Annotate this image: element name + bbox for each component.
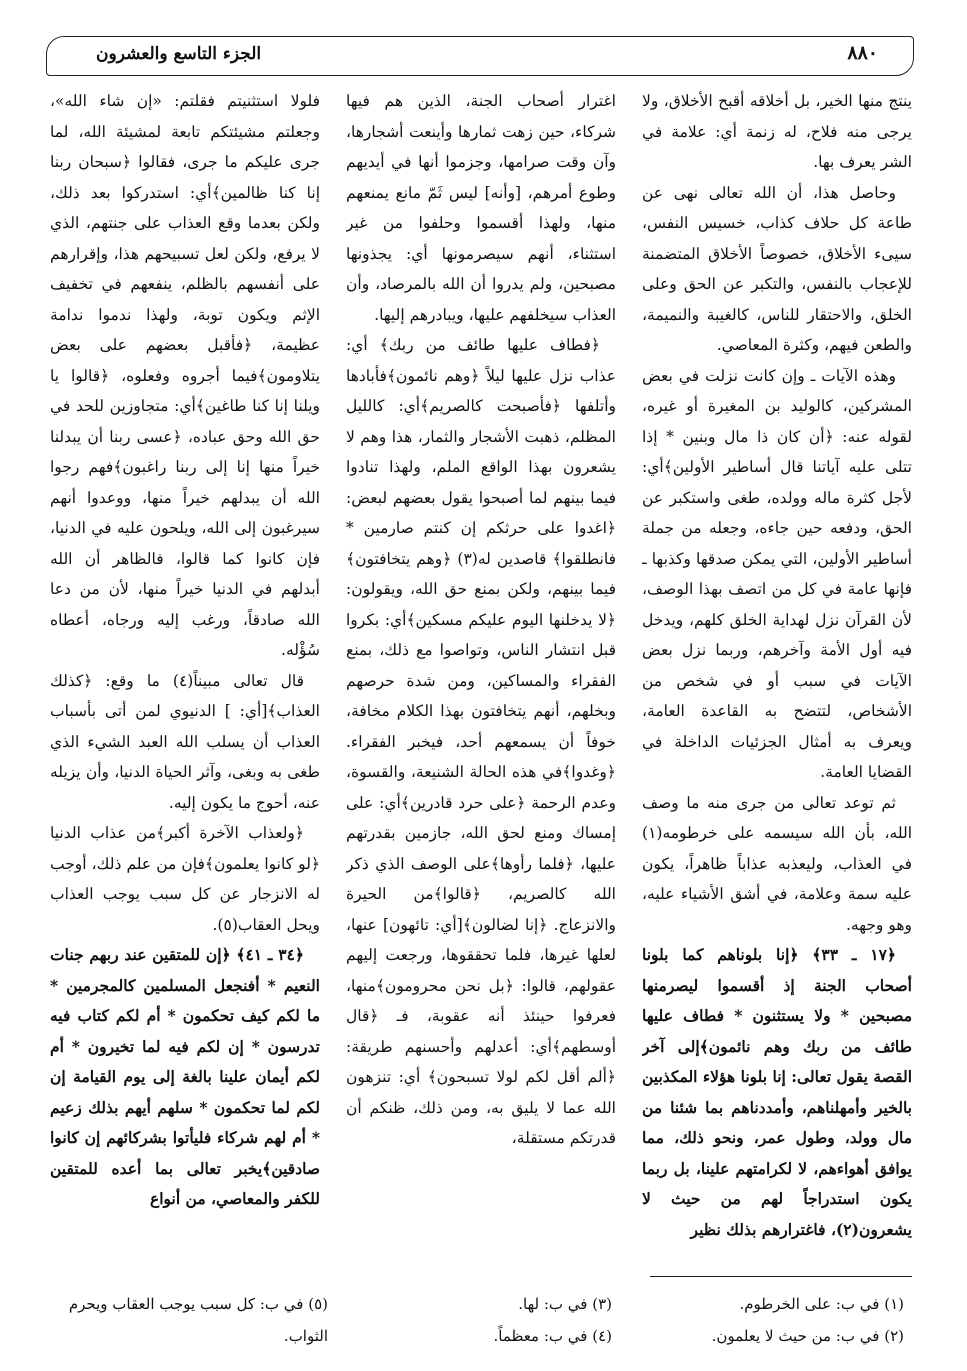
footnotes (50, 1288, 912, 1360)
paragraph: ثم توعد تعالى من جرى منه ما وصف الله، بأن الله سيسمه على خرطومه(١) في العذاب، وليعذبه عذاباً ظاهراً، يكون عليه سمة وعلامة، في أشق الأشياء عليه، وهو وجهه. (642, 793, 912, 934)
page-header (46, 36, 914, 76)
paragraph: وهذه الآيات ـ وإن كانت نزلت في بعض المشركين، كالوليد بن المغيرة أو غيره، لقوله عنه: ﴿أن كان ذا مال وبنين * إذا تتلى عليه آياتنا قال أساطير الأولين﴾أي: لأجل كثرة ماله وولده، طغى واستكبر عن الحق، ودفعه حين جاءه، وجعله من جملة أساطير الأولين، التي يمكن صدقها وكذبها ـ فإنها عامة في كل من اتصف بهذا الوصف، لأن القرآن نزل لهداية الخلق كلهم، ويدخل فيه أول الأمة وآخرهم، وربما نزل بعض الآيات في سبب أو في شخص من الأشخاص، لتتضح به القاعدة العامة، ويعرف به أمثال الجزئيات الداخلة في القضايا العامة. (642, 366, 912, 781)
paragraph: ﴿١٧ ـ ٣٣﴾ ﴿إنا بلوناهم كما بلونا أصحاب الجنة إذ أقسموا ليصرمنها مصبحين * ولا يستثنون * فطاف عليها طائف من ربك وهم نائمون﴾إلى آخر القصة يقول تعالى: إنا بلونا هؤلاء المكذبين بالخير وأمهلناهم، وأمددناهم بما شئنا من مال وولد، وطول عمر، ونحو ذلك، مما يوافق أهواءهم، لا لكرامتهم علينا، بل ربما يكون استدراجاً لهم من حيث لا يشعرون(٢)، فاغترارهم بذلك نظير (642, 945, 912, 1239)
text-columns (50, 86, 912, 1256)
page-number: ٨٨٠ (847, 42, 878, 64)
paragraph: اغترار أصحاب الجنة، الذين هم فيها شركاء، حين زهت ثمارها وأينعت أشجارها، وآن وقت صرامها، وجزموا أنها في أيديهم وطوع أمرهم، [وأنه] ليس ثَمّ مانع يمنعهم منها، ولهذا أقسموا وحلفوا من غير استثناء، أنهم سيصرمونها أي: يجذونها مصبحين، ولم يدروا أن الله بالمرصاد، وأن العذاب سيخلفهم عليها، ويبادرهم إليها. (346, 92, 616, 324)
paragraph: ﴿٣٤ ـ ٤١﴾ ﴿إن للمتقين عند ربهم جنات النعيم * أفنجعل المسلمين كالمجرمين * ما لكم كيف تحكمون * أم لكم كتاب فيه تدرسون * إن لكم فيه لما تخيرون * أم لكم أيمان علينا بالغة إلى يوم القيامة إن لكم لما تحكمون * سلهم أيهم بذلك زعيم * أم لهم شركاء فليأتوا بشركائهم إن كانوا صادقين﴾يخبر تعالى بما أعده للمتقين للكفر والمعاصي، من أنواع (50, 945, 320, 1208)
running-title: الجزء التاسع والعشرون (96, 44, 262, 64)
footnote-4: (٤) في ب: معظماً. (493, 1327, 612, 1345)
footnote-3: (٣) في ب: لها. (518, 1295, 612, 1313)
column-left (50, 86, 320, 1256)
paragraph: ﴿فطاف عليها طائف من ربك﴾ أي: عذاب نزل عليها ليلاً ﴿وهم نائمون﴾فأبادها وأتلفها ﴿فأصبحت كالصريم﴾أي: كالليل المظلم، ذهبت الأشجار والثمار، هذا وهم لا يشعرون بهذا الواقع الملم، ولهذا تنادوا فيما بينهم لما أصبحوا يقول بعضهم لبعض: ﴿اغدوا على حرثكم إن كنتم صارمين * فانطلقوا﴾ قاصدين له(٣) ﴿وهم يتخافتون﴾فيما بينهم، ولكن بمنع حق الله، ويقولون: ﴿لا يدخلنها اليوم عليكم مسكين﴾أي: بكروا قبل انتشار الناس، وتواصوا مع ذلك، بمنع الفقراء والمساكين، ومن شدة حرصهم وبخلهم، أنهم يتخافتون بهذا الكلام مخافة، خوفاً أن يسمعهم أحد، فيخبر الفقراء. ﴿وغدوا﴾في هذه الحالة الشنيعة، والقسوة، وعدم الرحمة ﴿على حرد قادرين﴾أي: على إمساك ومنع لحق الله، جازمين بقدرتهم عليها، ﴿فلما رأوها﴾على الوصف الذي ذكر الله كالصريم، ﴿قالوا﴾من الحيرة والانزعاج. ﴿إنا لضالون﴾[أي: تائهون] عنها، لعلها غيرها، فلما تحققوها، ورجعت إليهم عقولهم، قالوا: ﴿بل نحن محرومون﴾منها، فعرفوا حينئذ أنه عقوبة، فـ ﴿قال أوسطهم﴾أي: أعدلهم وأحسنهم طريقة: ﴿ألم أقل لكم لولا تسبحون﴾ أي: تنزهون الله عما لا يليق به، ومن ذلك، ظنكم أن قدرتكم مستقلة، (346, 336, 616, 1147)
footnote-2: (٢) في ب: من حيث لا يعلمون. (711, 1327, 904, 1345)
footnote-divider (650, 1276, 912, 1277)
column-middle (346, 86, 616, 1256)
paragraph: ﴿ولعذاب الآخرة أكبر﴾من عذاب الدنيا ﴿لو كانوا يعلمون﴾فإن من علم ذلك، أوجب له الانزجار عن كل سبب يوجب العذاب ويحل العقاب(٥). (50, 824, 320, 934)
paragraph: ينتج منها الخير، بل أخلاقه أقبح الأخلاق، ولا يرجى منه فلاح، له زنمة أي: علامة في الشر يعرف بها. (642, 92, 912, 171)
footnote-1: (١) في ب: على الخرطوم. (739, 1295, 904, 1313)
paragraph: فلولا استثنيتم فقلتم: «إن شاء الله»، وجعلتم مشيئتكم تابعة لمشيئة الله، لما جرى عليكم ما جرى، فقالوا ﴿سبحان ربنا إنا كنا ظالمين﴾أي: استدركوا بعد ذلك، ولكن بعدما وقع العذاب على جنتهم، الذي لا يرفع، ولكن لعل تسبيحهم هذا، وإقرارهم على أنفسهم بالظلم، ينفعهم في تخفيف الإثم ويكون توبة، ولهذا ندموا ندامة عظيمة، ﴿فأقبل بعضهم على بعض يتلاومون﴾فيما أجروه وفعلوه، ﴿قالوا يا ويلنا إنا كنا طاغين﴾أي: متجاوزين للحد في حق الله وحق عباده، ﴿عسى ربنا أن يبدلنا خيراً منها إنا إلى ربنا راغبون﴾فهم رجوا الله أن يبدلهم خيراً منها، ووعدوا أنهم سيرغبون إلى الله، ويلحون عليه في الدنيا، فإن كانوا كما قالوا، فالظاهر أن الله أبدلهم في الدنيا خيراً منها، لأن من دعا الله صادقاً، ورغب إليه ورجاه، أعطاه سُؤْله. (50, 92, 320, 659)
column-right (642, 86, 912, 1256)
paragraph: قال تعالى مبيناً(٤) ما وقع: ﴿كذلك العذاب﴾[أي: ] الدنيوي لمن أتى بأسباب العذاب أن يسلب الله العبد الشيء الذي طغى به وبغى، وآثر الحياة الدنيا، وأن يزيله عنه، أحوج ما يكون إليه. (50, 671, 320, 812)
footnote-5: (٥) في ب: كل سبب يوجب العقاب ويحرم الثواب. (68, 1295, 328, 1345)
paragraph: وحاصل هذا، أن الله تعالى نهى عن طاعة كل حلاف كذاب، خسيس النفس، سيىء الأخلاق، خصوصاً الأخلاق المتضمنة للإعجاب بالنفس، والتكبر عن الحق وعلى الخلق، والاحتقار للناس، كالغيبة والنميمة، والطعن فيهم، وكثرة المعاصي. (642, 183, 912, 354)
